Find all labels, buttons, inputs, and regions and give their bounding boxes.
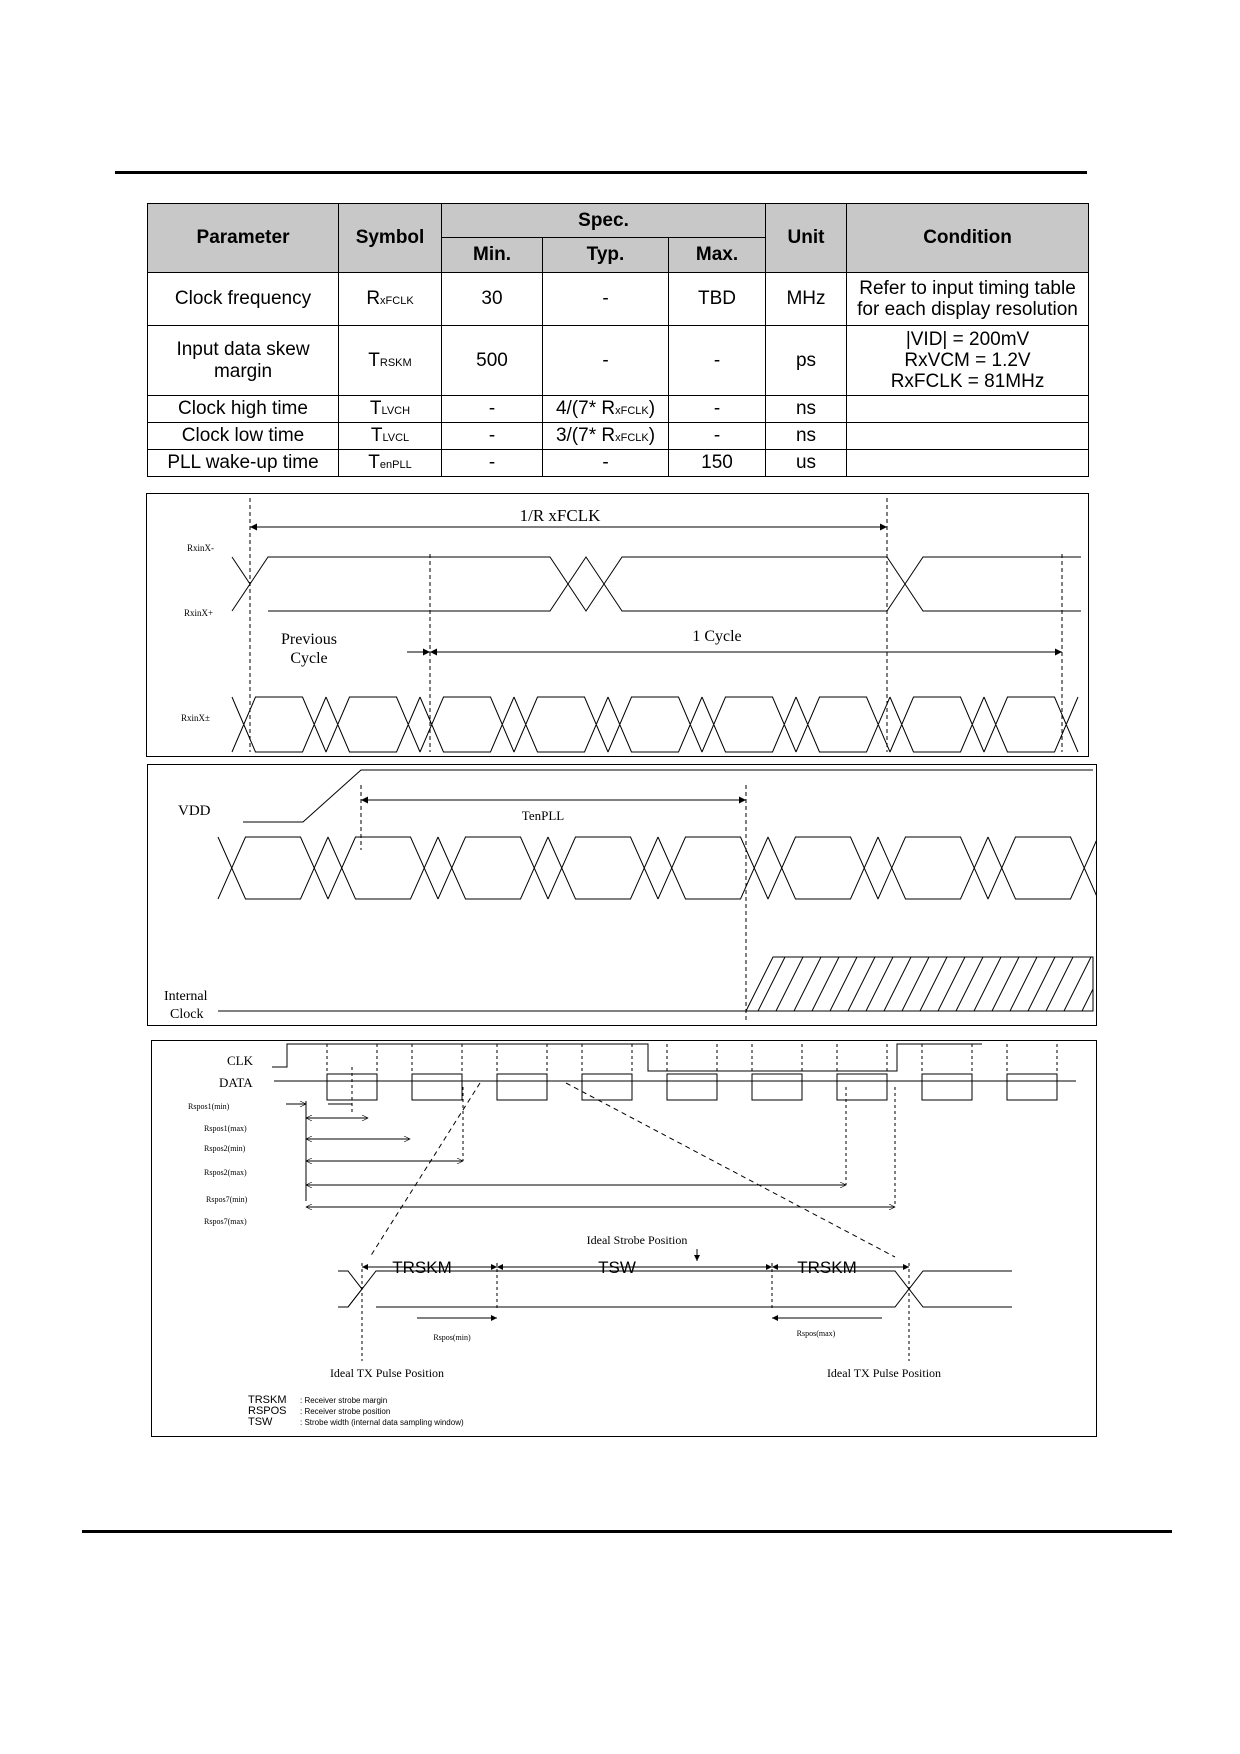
hatch-line (1046, 957, 1073, 1011)
clock-cycle-diagram (146, 493, 1089, 757)
legend-sym-rspos: RSPOS (248, 1405, 287, 1417)
hatch-line (758, 957, 785, 1011)
parameter-cell: Input data skew margin (148, 326, 339, 396)
data-bit-box (497, 1074, 547, 1100)
previous-cycle-label-line1: Previous (281, 631, 337, 648)
legend-desc-trskm: : Receiver strobe margin (300, 1396, 388, 1405)
data-boxes (327, 1074, 1057, 1100)
min-cell: - (442, 396, 543, 423)
header-symbol: Symbol (339, 204, 442, 273)
hatch-line (938, 957, 965, 1011)
header-typ: Typ. (543, 238, 669, 273)
table-row (148, 273, 1089, 326)
data-bit-box (667, 1074, 717, 1100)
header-parameter: Parameter (148, 204, 339, 273)
typ-cell: - (543, 273, 669, 326)
data-eye-waveform (232, 697, 1078, 752)
hatch-line (776, 957, 803, 1011)
condition-cell (847, 450, 1089, 477)
strobe-timing-svg (152, 1041, 1096, 1436)
symbol-cell: TenPLL (339, 450, 442, 477)
header-condition: Condition (847, 204, 1089, 273)
symbol-cell: TRSKM (339, 326, 442, 396)
parameter-cell: Clock low time (148, 423, 339, 450)
tenpll-label: TenPLL (521, 808, 565, 823)
pll-wakeup-svg (148, 765, 1096, 1025)
table-row (148, 423, 1089, 450)
hatch-line (1082, 989, 1093, 1011)
hatch-line (830, 957, 857, 1011)
vdd-ramp-line (243, 770, 1093, 822)
hatch-line (1028, 957, 1055, 1011)
condition-cell: |VID| = 200mV RxVCM = 1.2V RxFCLK = 81MHz (847, 326, 1089, 396)
hatch-line (848, 957, 875, 1011)
period-label: 1/R xFCLK (519, 506, 601, 525)
table-row (148, 450, 1089, 477)
table-row (148, 396, 1089, 423)
hatch-line (902, 957, 929, 1011)
legend-desc-tsw: : Strobe width (internal data sampling window) (300, 1418, 464, 1427)
data-bit-box (1007, 1074, 1057, 1100)
zoom-guide-right (566, 1083, 895, 1257)
strobe-timing-diagram (151, 1040, 1097, 1437)
max-cell: TBD (669, 273, 766, 326)
internal-clock-label-line1: Internal (164, 989, 208, 1004)
typ-cell: 3/(7* RxFCLK) (543, 423, 669, 450)
max-cell: - (669, 423, 766, 450)
clk-dashed-lines (327, 1044, 1057, 1074)
rspos7-max-label: Rspos7(max) (204, 1217, 247, 1226)
typ-cell: 4/(7* RxFCLK) (543, 396, 669, 423)
data-bit-box (752, 1074, 802, 1100)
min-cell: - (442, 423, 543, 450)
condition-cell: Refer to input timing table for each display resolution (847, 273, 1089, 326)
data-label: RxinX± (181, 713, 210, 723)
rspos2-max-label: Rspos2(max) (204, 1168, 247, 1177)
internal-clock-hatch (758, 957, 1093, 1011)
parameter-cell: Clock frequency (148, 273, 339, 326)
hatch-line (1010, 957, 1037, 1011)
zoomed-data-edge (348, 1289, 362, 1307)
trskm-left-label: TRSKM (392, 1258, 452, 1277)
min-cell: - (442, 450, 543, 477)
symbol-cell: TLVCH (339, 396, 442, 423)
hatch-line (884, 957, 911, 1011)
legend-sym-tsw: TSW (248, 1416, 273, 1428)
rspos7-min-label: Rspos7(min) (206, 1195, 248, 1204)
rspos1-min-label: Rspos1(min) (188, 1102, 230, 1111)
hatch-line (866, 957, 893, 1011)
data-label: DATA (219, 1075, 253, 1090)
header-spec: Spec. (442, 204, 766, 238)
ideal-tx-left-label: Ideal TX Pulse Position (329, 1366, 445, 1380)
data-bit-box (837, 1074, 887, 1100)
data-bit-box (412, 1074, 462, 1100)
clk-waveform (272, 1044, 982, 1071)
clk-plus-label: RxinX+ (184, 608, 214, 618)
min-cell: 500 (442, 326, 543, 396)
hatch-line (992, 957, 1019, 1011)
legend-sym-trskm: TRSKM (248, 1394, 287, 1406)
symbol-cell: TLVCL (339, 423, 442, 450)
max-cell: - (669, 326, 766, 396)
differential-clock-waveform (232, 557, 1081, 611)
unit-cell: ns (766, 423, 847, 450)
unit-cell: MHz (766, 273, 847, 326)
unit-cell: us (766, 450, 847, 477)
hatch-line (794, 957, 821, 1011)
data-bit-box (922, 1074, 972, 1100)
unit-cell: ns (766, 396, 847, 423)
rspos2-min-label: Rspos2(min) (204, 1144, 246, 1153)
one-cycle-label: 1 Cycle (692, 628, 742, 645)
parameter-cell: Clock high time (148, 396, 339, 423)
max-cell: 150 (669, 450, 766, 477)
unit-cell: ps (766, 326, 847, 396)
max-cell: - (669, 396, 766, 423)
bottom-rule (82, 1530, 1172, 1533)
ideal-tx-right-label: Ideal TX Pulse Position (826, 1366, 942, 1380)
ideal-strobe-label: Ideal Strobe Position (586, 1233, 688, 1247)
hatch-line (1064, 957, 1091, 1011)
rspos1-max-label: Rspos1(max) (204, 1124, 247, 1133)
legend-desc-rspos: : Receiver strobe position (300, 1407, 391, 1416)
condition-cell (847, 396, 1089, 423)
top-rule (115, 171, 1087, 174)
header-unit: Unit (766, 204, 847, 273)
previous-cycle-label-line2: Cycle (290, 650, 328, 667)
header-min: Min. (442, 238, 543, 273)
hatch-line (812, 957, 839, 1011)
clk-minus-label: RxinX- (187, 543, 214, 553)
hatch-line (974, 957, 1001, 1011)
typ-cell: - (543, 450, 669, 477)
clock-cycle-svg (147, 494, 1088, 756)
tsw-label: TSW (598, 1258, 636, 1277)
zoom-guide-left (370, 1083, 480, 1257)
hatch-line (920, 957, 947, 1011)
typ-cell: - (543, 326, 669, 396)
timing-spec-table (147, 203, 1089, 477)
clk-label: CLK (227, 1053, 253, 1068)
vdd-label: VDD (178, 803, 211, 819)
table-row (148, 326, 1089, 396)
symbol-cell: RxFCLK (339, 273, 442, 326)
hatch-line (956, 957, 983, 1011)
pll-wakeup-diagram (147, 764, 1097, 1026)
rspos-max-label: Rspos(max) (796, 1329, 836, 1338)
data-eye-waveform (218, 837, 1096, 899)
trskm-right-label: TRSKM (797, 1258, 857, 1277)
parameter-cell: PLL wake-up time (148, 450, 339, 477)
rspos-min-label: Rspos(min) (433, 1333, 471, 1342)
condition-cell (847, 423, 1089, 450)
legend (248, 1394, 464, 1428)
min-cell: 30 (442, 273, 543, 326)
data-bit-box (582, 1074, 632, 1100)
internal-clock-label-line2: Clock (170, 1007, 204, 1022)
header-max: Max. (669, 238, 766, 273)
rpos-labels (188, 1102, 248, 1226)
